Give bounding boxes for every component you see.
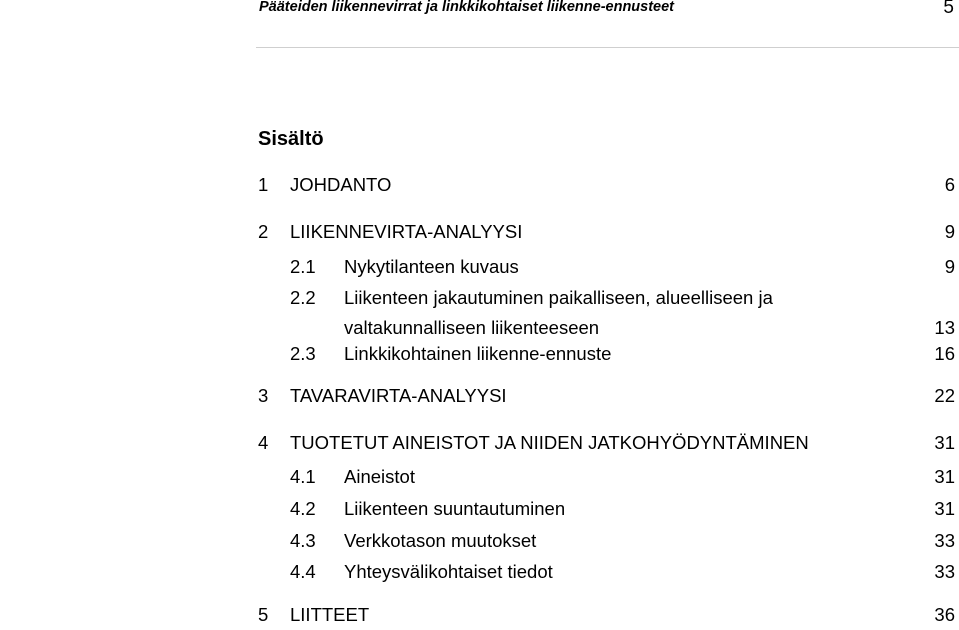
toc-entry-page: 16 — [934, 343, 955, 364]
toc-entry-number: 2.3 — [290, 343, 316, 364]
toc-entry-number: 4.2 — [290, 498, 316, 519]
toc-entry-title: Aineistot — [344, 466, 415, 487]
toc-entry-title: Nykytilanteen kuvaus — [344, 256, 519, 277]
toc-entry-title-line2: valtakunnalliseen liikenteeseen — [344, 317, 600, 338]
toc-entry-number: 4.1 — [290, 466, 316, 487]
toc-entry-page: 22 — [934, 385, 955, 406]
toc-entry-title: TUOTETUT AINEISTOT JA NIIDEN JATKOHYÖDYNTÄMINEN — [290, 432, 809, 453]
toc-entry-page: 6 — [944, 174, 955, 195]
document-title: Pääteiden liikennevirrat ja linkkikohtaiset liikenne-ennusteet — [259, 0, 675, 15]
toc-entry-title: Liikenteen suuntautuminen — [344, 498, 566, 519]
toc-entry-title: LIIKENNEVIRTA-ANALYYSI — [290, 221, 523, 242]
toc-entry-number: 2.2 — [290, 287, 316, 308]
toc-entry-number: 5 — [258, 604, 269, 625]
toc-entry-title: Yhteysvälikohtaiset tiedot — [344, 561, 553, 582]
toc-entry-page: 9 — [944, 221, 955, 242]
page-number: 5 — [943, 0, 954, 18]
toc-entry-title-line1: Liikenteen jakautuminen paikalliseen, alueelliseen ja — [344, 287, 773, 308]
toc-entry-page: 36 — [934, 604, 955, 625]
toc-entry-title: Linkkikohtainen liikenne-ennuste — [344, 343, 612, 364]
toc-entry-page: 31 — [934, 432, 955, 453]
toc-entry-page: 9 — [944, 256, 955, 277]
toc-heading: Sisältö — [258, 128, 324, 150]
toc-entry-page: 33 — [934, 530, 955, 551]
toc-entry-page: 31 — [934, 466, 955, 487]
toc-entry-number: 4.3 — [290, 530, 316, 551]
toc-entry-number: 2.1 — [290, 256, 316, 277]
toc-entry-title: LIITTEET — [290, 604, 370, 625]
toc-entry-title — [344, 287, 773, 339]
toc-entry-number: 2 — [258, 221, 269, 242]
header-divider — [256, 47, 959, 48]
toc-entry-number: 3 — [258, 385, 269, 406]
toc-entry-number: 1 — [258, 174, 269, 195]
toc-entry-page: 33 — [934, 561, 955, 582]
toc-entry-title: JOHDANTO — [290, 174, 392, 195]
toc-entry-page: 31 — [934, 498, 955, 519]
toc-entry-number: 4.4 — [290, 561, 316, 582]
toc-entry-page: 13 — [934, 317, 955, 338]
toc-entry-title: Verkkotason muutokset — [344, 530, 537, 551]
page-header — [259, 0, 955, 20]
toc-entry-number: 4 — [258, 432, 269, 453]
toc-entry-title: TAVARAVIRTA-ANALYYSI — [290, 385, 507, 406]
